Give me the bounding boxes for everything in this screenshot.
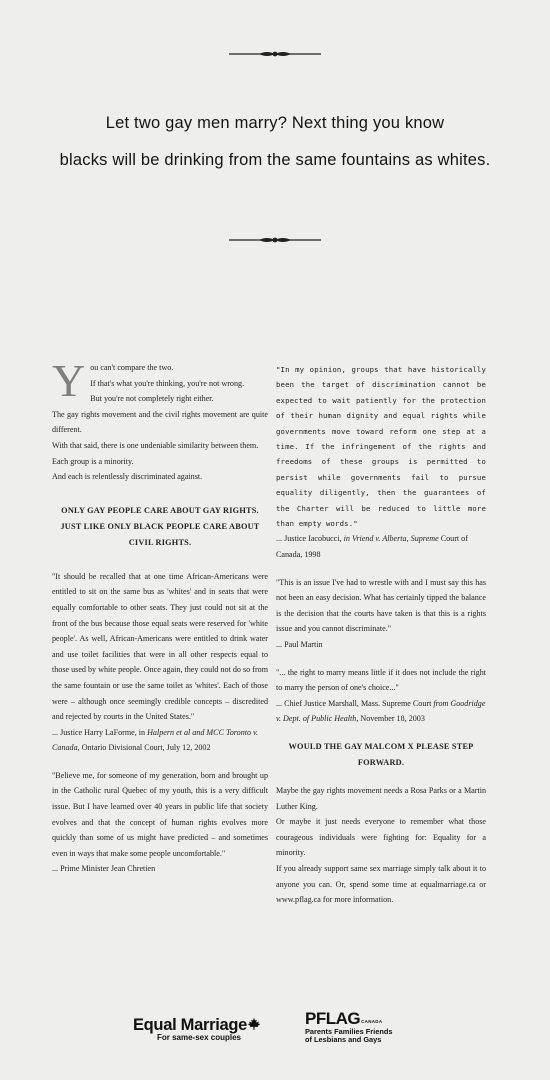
equal-marriage-name: Equal Marriage [132,1016,248,1034]
headline-line-2: blacks will be drinking from the same fountains as whites. [59,151,491,169]
intro-line-1: ou can't compare the two. [90,363,174,372]
headline-line-1: Let two gay men marry? Next thing you know [105,114,445,132]
maple-leaf-icon [247,1017,261,1031]
pflag-logo [305,1009,393,1044]
body-paragraph: Each group is a minority. [52,456,134,466]
pflag-subtitle-1: Parents Families Friends [305,1027,393,1036]
body-paragraph: And each is relentlessly discriminated against. [52,472,203,482]
bottom-ornament-divider [229,236,321,244]
quote-attribution: ... Paul Martin [276,640,323,650]
quote-attribution: ... Justice Iacobucci, in Vriend v. Alberta, Supreme Court of Canada, 1998 [276,534,468,560]
quote-martin: "This is an issue I've had to wrestle with and I must say this has not been an easy decision. What has certainly tipped the balance is the decision that the courts have taken is that this is a rights issue and you cannot discriminate." [276,577,486,634]
quote-attribution: ... Justice Harry LaForme, in Halpern et al and MCC Toronto v. Canada, Ontario Divisional Court, July 12, 2002 [52,727,259,753]
quote-laforme: "It should be recalled that at one time African-Americans were entitled to sit on the same bus as 'whites' and in seats that were equally comfortable to other seats. They just could not sit at the front of the bus because those equal seats were reserved for 'white people'. As well, African-Americans were entitled to drink water and use toilet facilities that were in all other respects equal to those used by white people. Once again, they could not do so from the same fountain or use the same toilet as 'whites'. Each of those were – although once seemingly credible concepts – discredited and rejected by courts in the United States." [52,571,268,722]
pflag-country: CANADA [361,1019,383,1024]
body-paragraph: The gay rights movement and the civil rights movement are quite different. [52,409,268,435]
body-paragraph: If you already support same sex marriage simply talk about it to anyone you can. Or, spend some time at equalmarriage.ca or www.pflag.ca for more information. [276,863,486,905]
section-heading: ONLY GAY PEOPLE CARE ABOUT GAY RIGHTS. JUST LIKE ONLY BLACK PEOPLE CARE ABOUT CIVIL RIGHTS. [60,505,260,547]
body-paragraph: Or maybe it just needs everyone to remember what those courageous individuals were fighting for: Equality for a minority. [276,817,486,858]
drop-cap: Y [52,355,86,406]
left-column [52,355,268,877]
body-paragraph: With that said, there is one undeniable similarity between them. [52,440,259,450]
quote-chretien: "Believe me, for someone of my generation, born and brought up in the Catholic rural Quebec of my youth, this is a very difficult issue. But I have learned over 40 years in public life that society evolves and that the concept of human rights evolves more quickly than some of us might have predicted – and sometimes even in ways that make some people uncomfortable." [52,770,268,858]
equal-marriage-logo [115,1016,265,1042]
pflag-subtitle-2: of Lesbians and Gays [305,1034,382,1044]
quote-attribution: ... Prime Minister Jean Chretien [52,864,156,874]
quote-attribution: ... Chief Justice Marshall, Mass. Supreme Court from Goodridge v. Dept. of Public Health, November 18, 2003 [276,698,486,724]
equal-marriage-tagline: For same-sex couples [156,1033,242,1042]
intro-line-2: If that's what you're thinking, you're not wrong. [90,378,245,388]
intro-line-3: But you're not completely right either. [90,394,214,404]
section-heading: WOULD THE GAY MALCOM X PLEASE STEP FORWARD. [288,742,474,767]
quote-iacobucci: "In my opinion, groups that have historically been the target of discrimination cannot be expected to wait patiently for the protection of their human dignity and equal rights while governments move toward reform one step at a time. If the infringement of the rights and freedoms of these groups is permitted to persist while governments fail to pursue equality diligently, then the guarantees of the Charter will be reduced to little more than empty words." [276,365,486,529]
pflag-name: PFLAG [305,1009,361,1028]
right-column [276,362,486,908]
body-paragraph: Maybe the gay rights movement needs a Rosa Parks or a Martin Luther King. [276,786,486,811]
top-ornament-divider [229,50,321,58]
quote-marshall: "... the right to marry means little if it does not include the right to marry the person of one's choice..." [276,667,486,693]
